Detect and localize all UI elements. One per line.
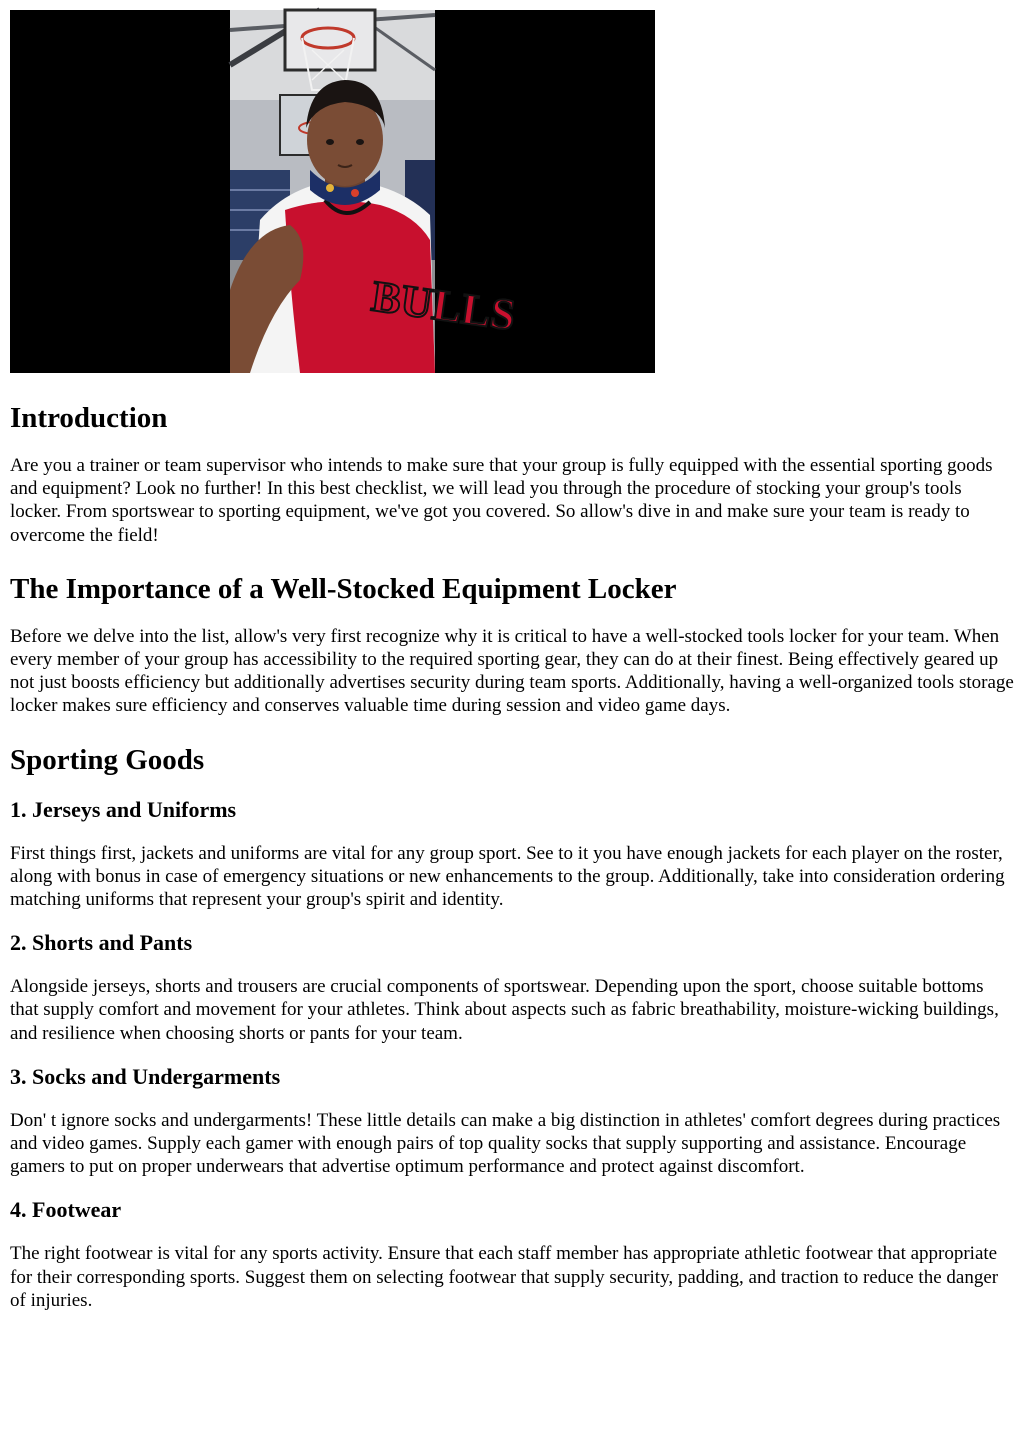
subsection-title-shorts: 2. Shorts and Pants: [10, 930, 193, 956]
subsection-title-footwear: 4. Footwear: [10, 1197, 122, 1223]
section-body-importance: Before we delve into the list, allow's very first recognize why it is critical to have a well-stocked tools locker for your team. When every member of your group has accessibility to the required sporting gear, they can do at their finest. Being effectively geared up not just boosts efficiency but additionally advertises security during team sports. Additionally, having a well-organized tools storage locker makes sure efficiency and conserves valuable time during session and video game days.: [10, 625, 1014, 717]
subsection-body-jerseys: First things first, jackets and uniforms are vital for any group sport. See to it you have enough jackets for each player on the roster, along with bonus in case of emergency situations or new enhancements to the group. Additionally, take into consideration ordering matching uniforms that represent your group's spirit and identity.: [10, 842, 1005, 911]
jersey-lettering: BULLS: [368, 271, 519, 340]
video-frame-image: [230, 10, 519, 373]
section-title-introduction: Introduction: [10, 402, 168, 434]
subsection-body-footwear: The right footwear is vital for any sports activity. Ensure that each staff member has appropriate athletic footwear that appropriate for their corresponding sports. Suggest them on selecting footwear that supply security, padding, and traction to reduce the danger of injuries.: [10, 1243, 999, 1311]
selfie-image: [230, 10, 519, 373]
video-player[interactable]: [10, 10, 655, 373]
section-body-introduction: Are you a trainer or team supervisor who intends to make sure that your group is fully equipped with the essential sporting goods and equipment? Look no further! In this best checklist, we will lead you through the procedure of stocking your group's tools locker. From sportswear to sporting equipment, we've got you covered. So allow's dive in and make sure your team is ready to overcome the field!: [10, 455, 993, 546]
subsection-title-jerseys: 1. Jerseys and Uniforms: [10, 796, 237, 822]
section-title-importance: The Importance of a Well-Stocked Equipment Locker: [10, 572, 677, 605]
subsection-body-shorts: Alongside jerseys, shorts and trousers are crucial components of sportswear. Depending upon the sport, choose suitable bottoms that supply comfort and movement for your athletes. Think about aspects such as fabric breathability, moisture-wicking buildings, and resilience when choosing shorts or pants for your team.: [10, 976, 999, 1044]
section-title-sporting-goods: Sporting Goods: [10, 743, 205, 776]
subsection-body-socks: Don' t ignore socks and undergarments! These little details can make a big distinction in athletes' comfort degrees during practices and video games. Supply each gamer with enough pairs of top quality socks that supply supporting and assistance. Encourage gamers to put on proper underwears that advertise optimum performance and protect against discomfort.: [10, 1109, 1001, 1178]
subsection-title-socks: 3. Socks and Undergarments: [10, 1063, 281, 1089]
